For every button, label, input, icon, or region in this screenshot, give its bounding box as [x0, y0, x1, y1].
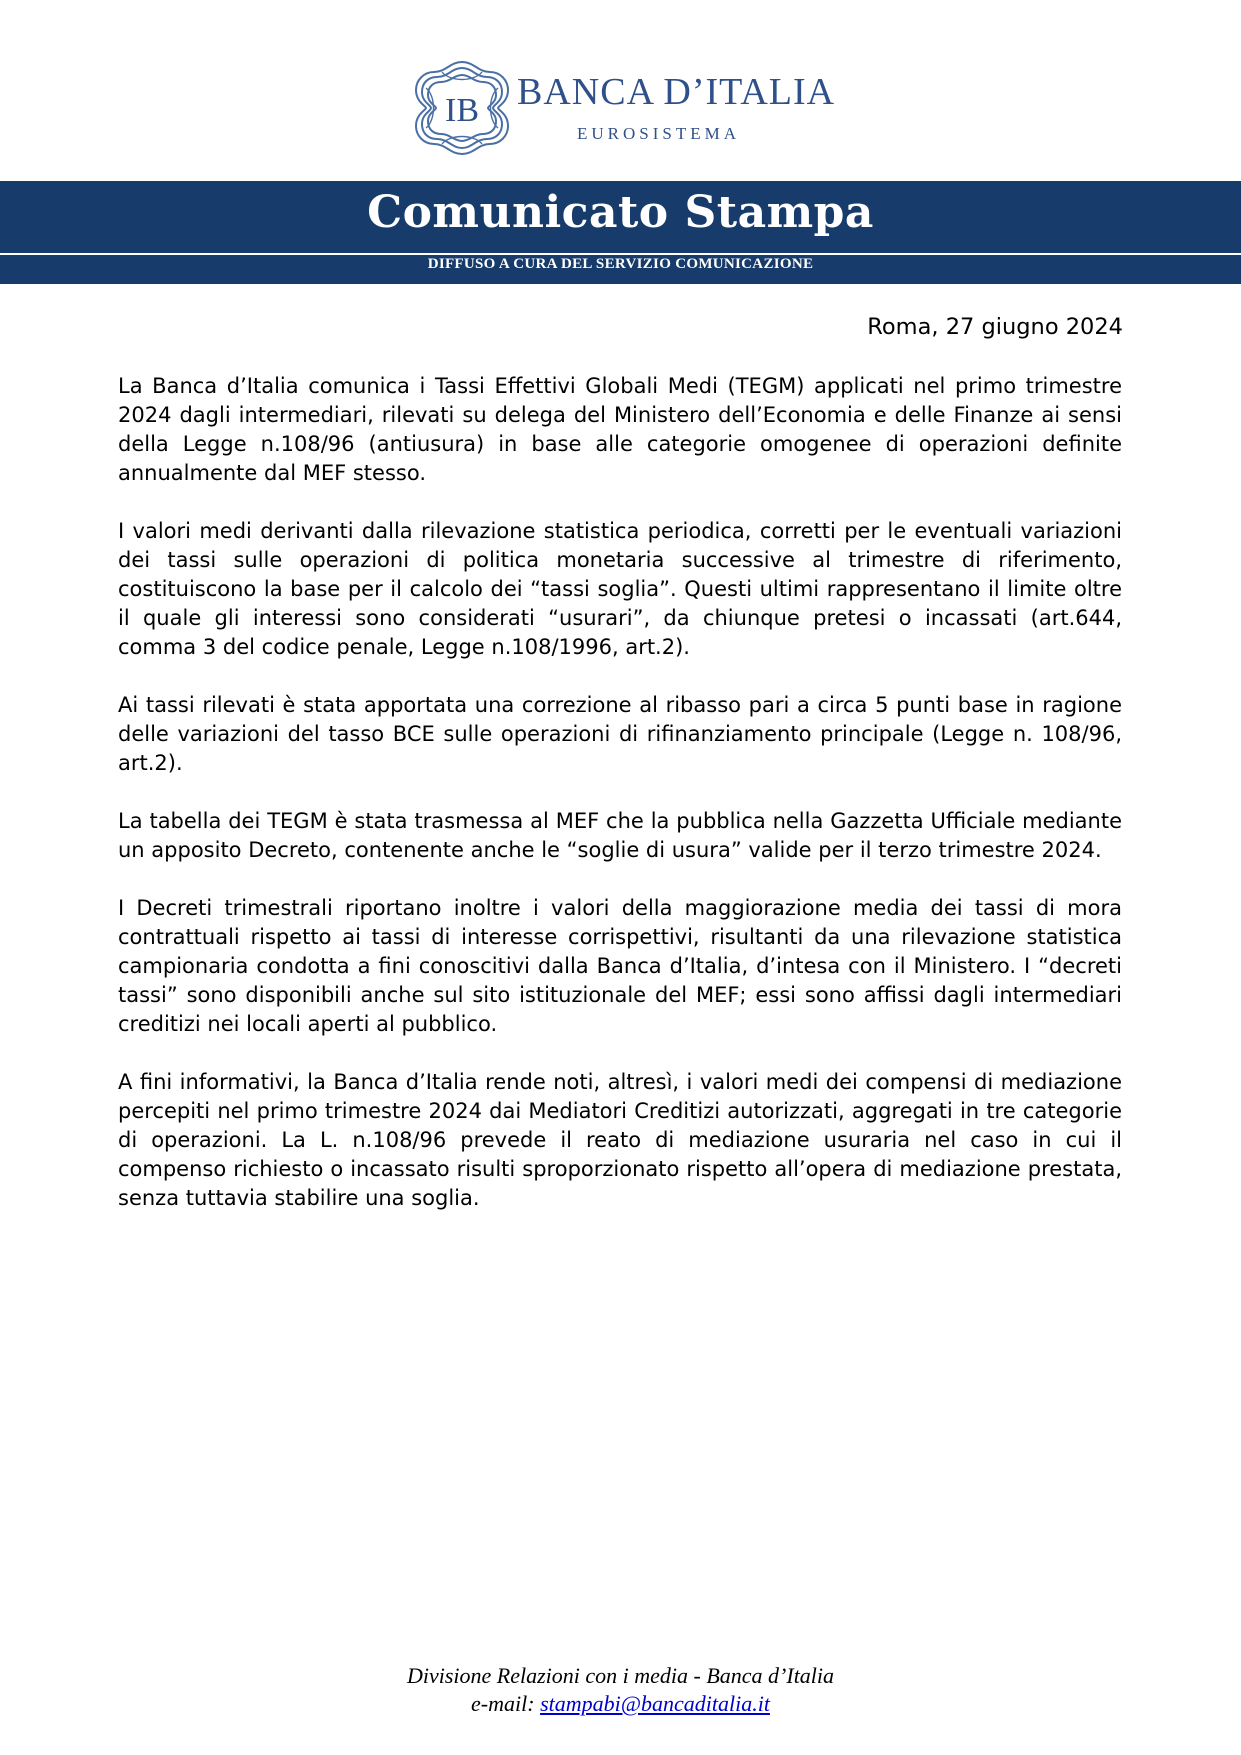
paragraph: Ai tassi rilevati è stata apportata una correzione al ribasso pari a circa 5 punti base in ragione delle variazioni del tasso BCE sulle operazioni di rifinanziamento principale (Legge n. 108/96, art.2).	[118, 693, 1122, 775]
footer	[0, 1662, 1241, 1718]
release-date: Roma, 27 giugno 2024	[867, 314, 1123, 340]
paragraph: A fini informativi, la Banca d’Italia rende noti, altresì, i valori medi dei compensi di mediazione percepiti nel primo trimestre 2024 dai Mediatori Creditizi autorizzati, aggregati in tre categorie di operazioni. La L. n.108/96 prevede il reato di mediazione usuraria nel caso in cui il compenso richiesto o incassato risulti sproporzionato rispetto all’opera di mediazione prestata, senza tuttavia stabilire una soglia.	[118, 1070, 1122, 1210]
footer-division: Divisione Relazioni con i media - Banca d’Italia	[406, 1663, 835, 1688]
paragraph: La Banca d’Italia comunica i Tassi Effettivi Globali Medi (TEGM) applicati nel primo trimestre 2024 dagli intermediari, rilevati su delega del Ministero dell’Economia e delle Finanze ai sensi della Legge n.108/96 (antiusura) in base alle categorie omogenee di operazioni definite annualmente dal MEF stesso.	[118, 374, 1122, 485]
banner-title: Comunicato Stampa	[367, 187, 874, 238]
footer-email-label: e-mail:	[471, 1691, 535, 1716]
press-release-banner	[0, 181, 1241, 284]
logo-name: BANCA D’ITALIA	[517, 71, 836, 113]
logo-subtitle: EUROSISTEMA	[577, 124, 741, 143]
paragraph: I valori medi derivanti dalla rilevazione statistica periodica, corretti per le eventuali variazioni dei tassi sulle operazioni di politica monetaria successive al trimestre di riferimento, costituiscono la base per il calcolo dei “tassi soglia”. Questi ultimi rappresentano il limite oltre il quale gli interessi sono considerati “usurari”, da chiunque pretesi o incassati (art.644, comma 3 del codice penale, Legge n.108/1996, art.2).	[118, 519, 1122, 659]
svg-text:IB: IB	[445, 92, 479, 129]
paragraph: La tabella dei TEGM è stata trasmessa al MEF che la pubblica nella Gazzetta Ufficiale mediante un apposito Decreto, contenente anche le “soglie di usura” valide per il terzo trimestre 2024.	[118, 809, 1122, 862]
footer-email-line	[0, 1690, 1241, 1718]
banner-subtitle: DIFFUSO A CURA DEL SERVIZIO COMUNICAZIONE	[427, 256, 814, 272]
banner-divider	[0, 253, 1241, 255]
paragraph: I Decreti trimestrali riportano inoltre i valori della maggiorazione media dei tassi di mora contrattuali rispetto ai tassi di interesse corrispettivi, risultanti da una rilevazione statistica campionaria condotta a fini conoscitivi dalla Banca d’Italia, d’intesa con il Ministero. I “decreti tassi” sono disponibili anche sul sito istituzionale del MEF; essi sono affissi dagli intermediari creditizi nei locali aperti al pubblico.	[118, 896, 1122, 1036]
press-release-body	[118, 372, 1122, 1242]
footer-email-link[interactable]: stampabi@bancaditalia.it	[540, 1691, 770, 1716]
bank-logo	[412, 58, 836, 162]
bank-emblem-icon	[412, 58, 512, 158]
